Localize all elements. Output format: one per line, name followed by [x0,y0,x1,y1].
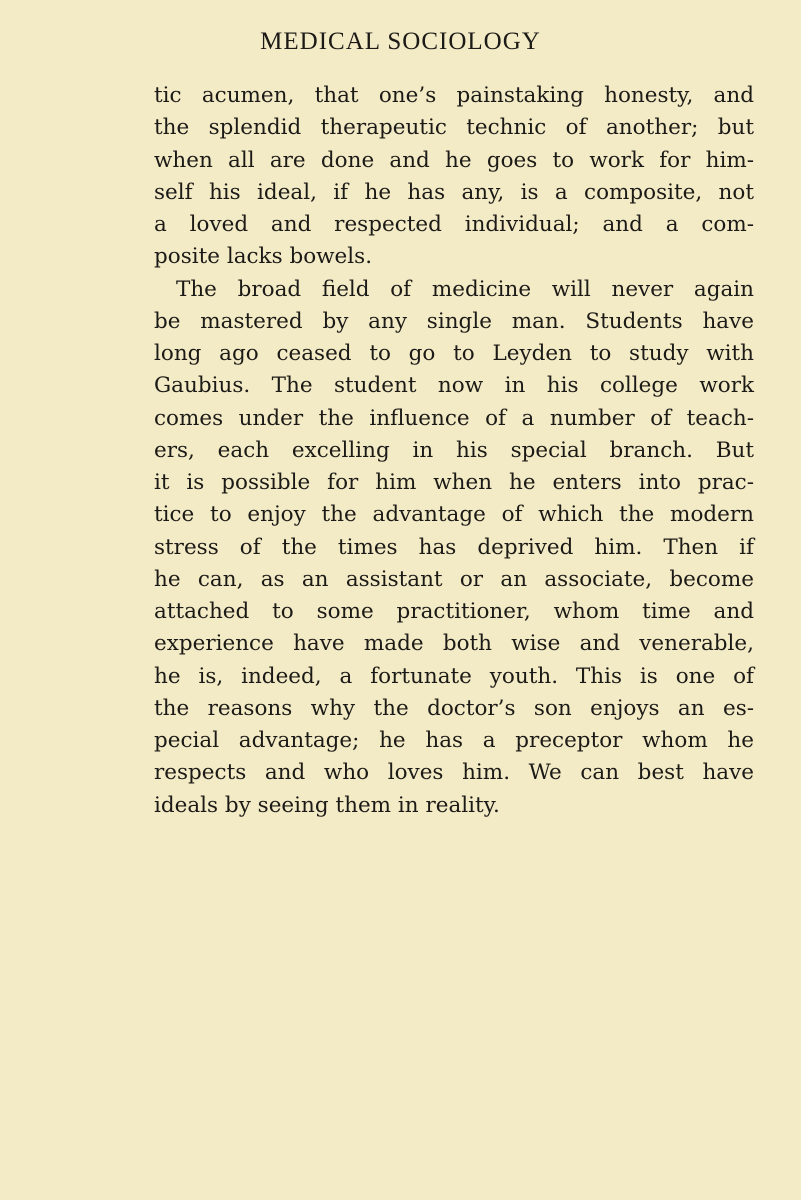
running-head: MEDICAL SOCIOLOGY [260,28,541,55]
paragraph-1 [154,80,754,274]
body-text [154,80,754,822]
text-line: he can, as an assistant or an associate, become [154,566,754,592]
paragraph-2 [154,274,754,822]
text-line: he is, indeed, a fortunate youth. This is one of [154,663,754,689]
text-line: Gaubius. The student now in his college work [154,373,754,399]
text-line: The broad field of medicine will never again [176,276,754,302]
text-line: self his ideal, if he has any, is a composite, not [154,179,754,205]
text-line: tice to enjoy the advantage of which the modern [154,502,754,528]
text-line: when all are done and he goes to work for him- [154,147,754,173]
text-line: posite lacks bowels. [154,244,373,270]
text-line: attached to some practitioner, whom time and [154,599,754,624]
text-line: tic acumen, that one’s painstaking honesty, and [154,83,754,108]
text-line: the reasons why the doctor’s son enjoys an es- [154,695,754,721]
text-line: it is possible for him when he enters into prac- [154,470,754,495]
text-line: respects and who loves him. We can best have [154,760,754,786]
text-line: the splendid therapeutic technic of another; but [154,115,754,141]
text-line: long ago ceased to go to Leyden to study with [154,341,754,366]
text-line: experience have made both wise and venerable, [154,631,754,657]
text-line: stress of the times has deprived him. Then if [154,534,754,560]
text-line: ers, each excelling in his special branch. But [154,437,754,463]
text-line: be mastered by any single man. Students have [154,308,754,334]
text-line: a loved and respected individual; and a com- [154,212,754,237]
text-line: pecial advantage; he has a preceptor whom he [154,728,754,753]
text-line: comes under the influence of a number of teach- [154,405,754,431]
text-line: ideals by seeing them in reality. [154,792,500,818]
